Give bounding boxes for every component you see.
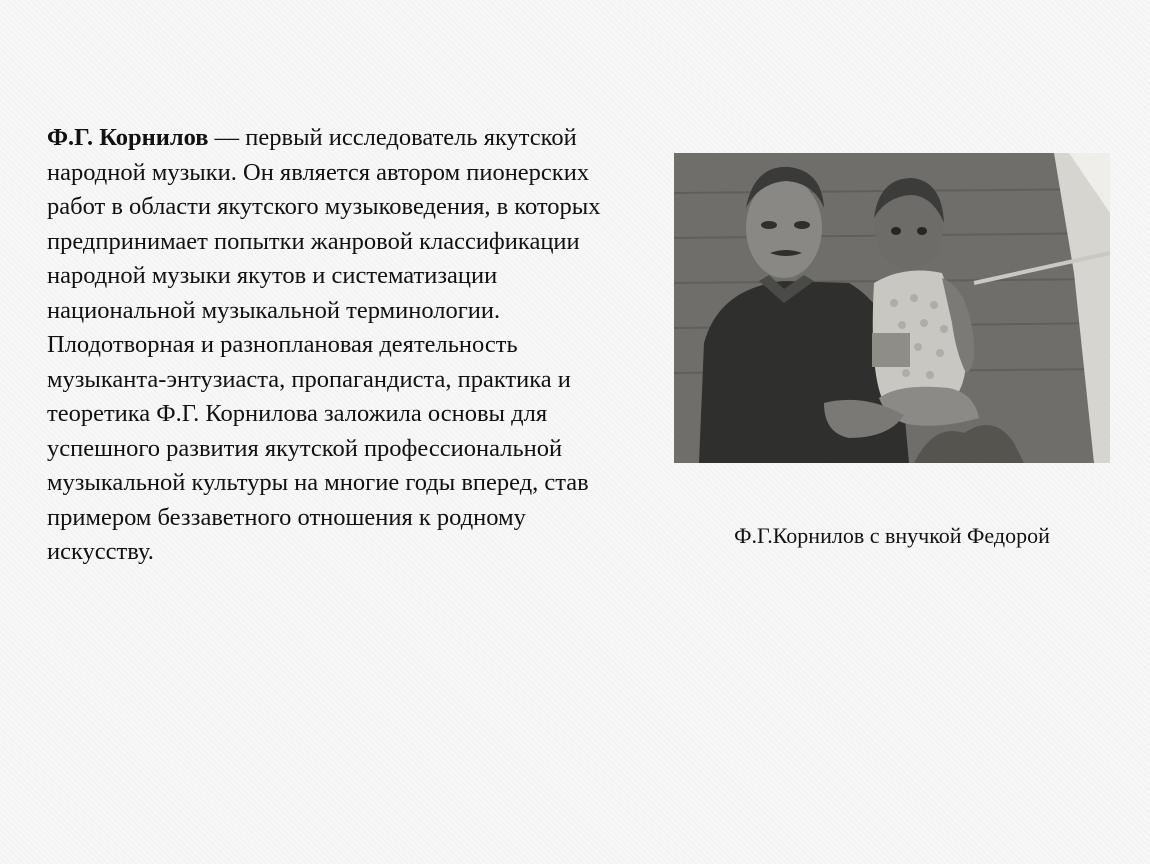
person-name: Ф.Г. Корнилов (47, 124, 209, 151)
photo-caption: Ф.Г.Корнилов с внучкой Федорой (734, 523, 1050, 548)
paragraph-text: — первый исследователь якутской народной музыки. Он является автором пионерских работ в области якутского музыковедения, в которых предпринимает попытки жанровой классификации народной музыки якутов и систематизации национальной музыкальной терминологии. Плодотворная и разноплановая деятельность музыканта-энтузиаста, пропагандиста, практика и теоретика Ф.Г. Корнилова заложила основы для успешного развития якутской профессиональной музыкальной культуры на многие годы вперед, став примером беззаветного отношения к родному искусству. (47, 124, 601, 565)
body-paragraph (47, 121, 637, 570)
photo-illustration (674, 153, 1110, 463)
photo (674, 153, 1110, 463)
